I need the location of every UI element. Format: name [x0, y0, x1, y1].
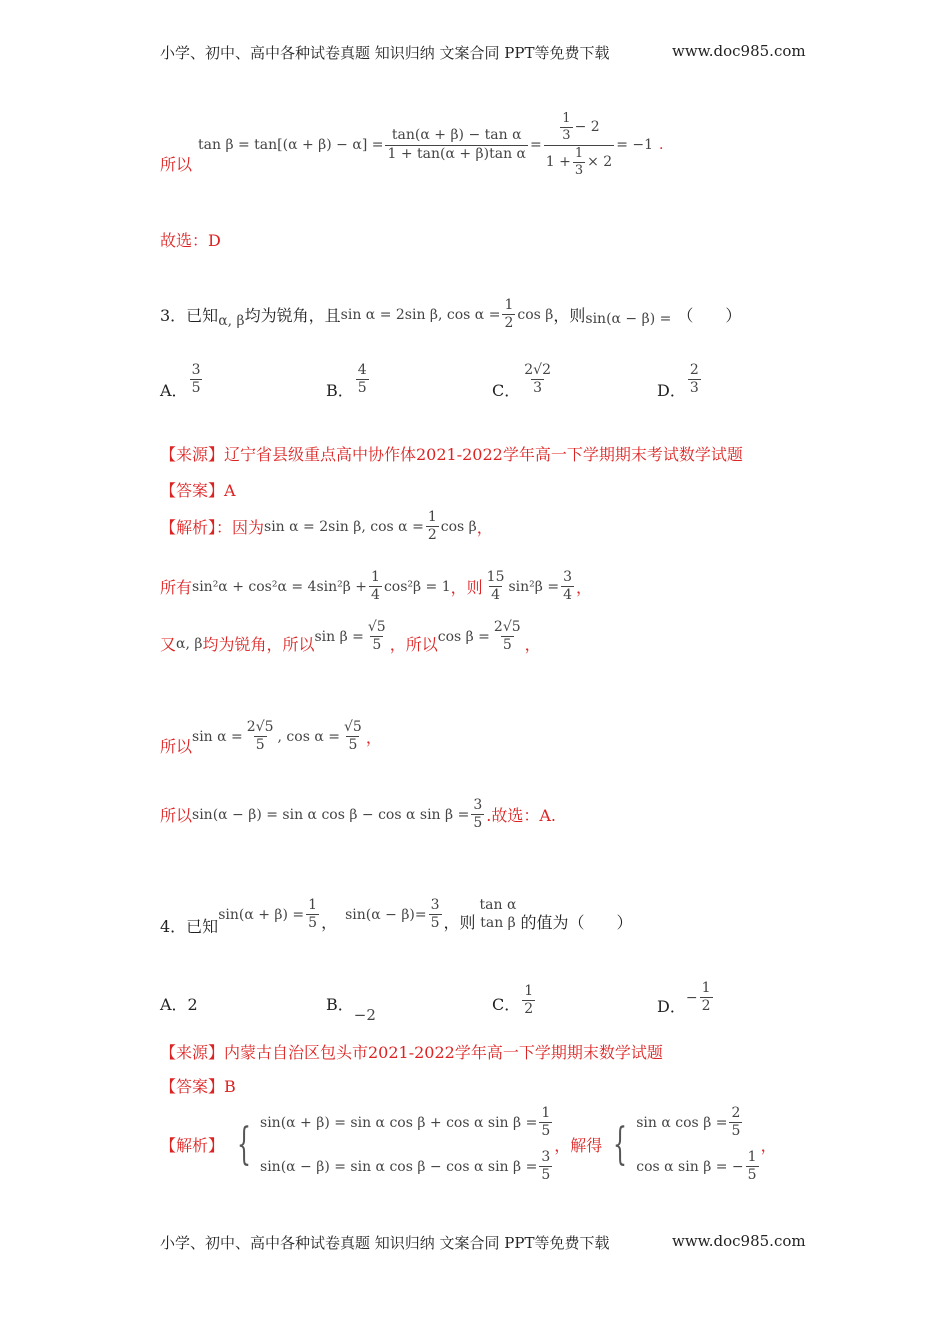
q3-option-a[interactable] — [160, 358, 204, 401]
q3-paren: （ ） — [677, 306, 742, 326]
q3-line2-m1: sin²α + cos²α = 4sin²β + — [192, 578, 368, 595]
q3-line2-b: ，则 — [450, 578, 483, 598]
q4-sys1-ad: 5 — [541, 1123, 551, 1140]
q3-opt-c-d: 3 — [533, 380, 543, 396]
left-brace-icon: { — [237, 1118, 252, 1170]
q4-option-c[interactable] — [492, 984, 537, 1018]
q3-cond — [341, 298, 554, 332]
q4-option-d[interactable] — [657, 978, 715, 1017]
q4-system-2 — [636, 1106, 760, 1184]
q3-t1: 均为锐角，且 — [244, 306, 341, 326]
q4-t2: 的值为（ ） — [520, 913, 633, 932]
q3-opt-c-label: C． — [492, 381, 521, 400]
q3-analysis-line5 — [160, 798, 556, 832]
q3-analysis-line4 — [160, 716, 382, 757]
q4-sys1-bn: 3 — [541, 1148, 551, 1165]
q3-ana1-math: sin α = 2sin β, cos α = — [264, 518, 424, 535]
q4-source: 【来源】内蒙古自治区包头市2021-2022学年高一下学期期末数学试题 — [160, 1043, 663, 1062]
q3-line5-n: 3 — [473, 797, 483, 813]
q3-opt-c-n: 2√2 — [524, 361, 551, 378]
q3-ana1-d: 2 — [427, 527, 437, 544]
q3-t2: ，则 — [553, 306, 586, 326]
prev-choose: 故选：D — [160, 231, 221, 250]
q3-opt-a-d: 5 — [191, 380, 201, 396]
q3-stem — [160, 298, 741, 332]
prev-eq-lhs: tan β = tan[(α + β) − α] = — [198, 137, 384, 154]
q3-line4-comma: ， — [365, 728, 382, 747]
prev-f-den-d: × 2 — [587, 153, 613, 170]
q3-line3-m2: cos β = — [437, 628, 490, 645]
q3-line3-comma: ， — [524, 635, 541, 654]
q3-line5-d: 5 — [473, 815, 483, 832]
q3-opt-b-n: 4 — [357, 361, 367, 378]
q3-line4-m1: sin α = — [192, 728, 243, 745]
q4-n1: 1 — [308, 896, 318, 913]
q3-cond-text: sin α = 2sin β, cos α = — [340, 306, 501, 323]
q3-option-b[interactable] — [326, 358, 371, 401]
prev-period: . — [659, 137, 664, 154]
left-brace-icon-2: { — [613, 1118, 628, 1170]
q4-jiede: ，解得 — [554, 1136, 603, 1156]
q4-sys2-b: cos α sin β = − — [636, 1158, 744, 1175]
q3-line5-m: sin(α − β) = sin α cos β − cos α sin β = — [192, 806, 470, 823]
q4-sep: ， — [321, 913, 338, 932]
prev-eq-result: = −1 — [616, 137, 654, 154]
q4-answer: 【答案】B — [160, 1077, 236, 1096]
prev-f-num-b: 3 — [562, 128, 571, 144]
q3-analysis-line1 — [160, 510, 493, 544]
q4-opt-c-n: 1 — [524, 983, 534, 999]
prev-eq-num: tan(α + β) − tan α — [391, 127, 522, 144]
q3-line3-c: ，所以 — [389, 635, 438, 654]
q3-option-d[interactable] — [657, 358, 703, 401]
header-text: 小学、初中、高中各种试卷真题 知识归纳 文案合同 PPT等免费下载 — [160, 44, 610, 62]
q4-opt-d-d: 2 — [701, 998, 711, 1014]
q3-line3-d1: 5 — [372, 637, 382, 653]
q4-sys2-bn: 1 — [747, 1148, 757, 1165]
q3-line5-b: .故选：A. — [486, 806, 556, 826]
q3-opt-b-label: B． — [326, 381, 354, 400]
q4-sys2-bd: 5 — [747, 1167, 757, 1184]
q4-sys1-b: sin(α − β) = sin α cos β − cos α sin β = — [260, 1158, 538, 1175]
q3-opt-a-n: 3 — [191, 361, 201, 378]
q3-opt-a-label: A． — [160, 381, 188, 400]
q4-num: 4．已知 — [160, 917, 219, 936]
q4-tail: ， — [760, 1136, 777, 1156]
q4-opt-c-d: 2 — [524, 1001, 534, 1018]
q4-option-b[interactable] — [326, 992, 376, 1024]
q3-line2-d2: 4 — [491, 587, 501, 604]
q4-ana-label: 【解析】 — [160, 1136, 225, 1156]
q3-line2-d3: 4 — [563, 587, 572, 604]
q4-n2: 3 — [430, 896, 440, 913]
q3-line3-vars: α, β — [176, 635, 203, 652]
q3-num: 3．已知 — [160, 306, 219, 326]
q4-opt-d-label: D． — [657, 997, 686, 1016]
q3-line3-d2: 5 — [502, 637, 512, 653]
q3-line2-a: 所有 — [160, 578, 193, 598]
q3-line4-n2: √5 — [343, 718, 362, 735]
header-url: www.doc985.com — [672, 42, 806, 60]
q4-sys1-bd: 5 — [541, 1167, 551, 1184]
q4-sys2-ad: 5 — [731, 1123, 741, 1140]
q3-opt-b-d: 5 — [357, 380, 367, 396]
q4-system-1 — [260, 1106, 554, 1184]
q4-sys2-an: 2 — [731, 1105, 741, 1121]
q3-line3-a: 又 — [160, 635, 177, 654]
q3-line4-m2: , cos α = — [277, 728, 340, 745]
q3-line2-m3: sin²β = — [508, 578, 560, 595]
q3-line3-m1: sin β = — [314, 628, 364, 645]
q4-option-a[interactable]: A．2 — [160, 995, 198, 1014]
q3-vars: α, β — [218, 312, 245, 329]
q3-opt-d-n: 2 — [689, 361, 699, 378]
q3-ana1-comma: ， — [476, 518, 493, 538]
q4-d2: 5 — [430, 915, 440, 931]
q3-line4-d1: 5 — [255, 737, 265, 753]
q4-opt-b-val: −2 — [353, 1006, 376, 1024]
footer-text: 小学、初中、高中各种试卷真题 知识归纳 文案合同 PPT等免费下载 — [160, 1234, 610, 1252]
q4-m1: sin(α + β) = — [218, 906, 305, 923]
q3-ask: sin(α − β) = — [585, 310, 672, 327]
prev-f-den-a: 1 + — [545, 153, 571, 170]
q3-line2-m2: cos²β = 1 — [383, 578, 451, 595]
prev-f-den-c: 3 — [574, 162, 584, 178]
q4-opt-d-n: 1 — [701, 979, 711, 996]
q4-opt-c-label: C． — [492, 995, 521, 1015]
q4-fd: tan β — [480, 914, 516, 931]
q4-t1: ，则 — [443, 913, 476, 932]
q4-opt-b-label: B． — [326, 995, 354, 1014]
q3-line4-d2: 5 — [348, 737, 358, 753]
q3-line5-a: 所以 — [160, 806, 193, 826]
q3-opt-d-label: D． — [657, 381, 686, 400]
q3-line2-comma: ， — [575, 578, 592, 598]
q4-opt-d-sign: − — [685, 989, 698, 1006]
q4-analysis — [160, 1106, 777, 1184]
q4-m2: sin(α − β)= — [345, 906, 427, 923]
q3-line3-n1: √5 — [367, 618, 386, 635]
q3-analysis-line2 — [160, 570, 592, 604]
q3-answer: 【答案】A — [160, 481, 236, 500]
q4-fn: tan α — [479, 897, 517, 914]
prev-eq-den: 1 + tan(α + β)tan α — [387, 145, 526, 162]
q3-ana1-tail: cos β — [440, 518, 477, 535]
q3-ana-label: 【解析】：因为 — [160, 518, 265, 538]
prev-equation — [198, 112, 663, 178]
q4-sys1-an: 1 — [541, 1105, 551, 1121]
prev-f-den-b: 1 — [574, 145, 584, 161]
q3-analysis-line3 — [160, 618, 541, 655]
q3-half-n: 1 — [504, 297, 514, 313]
prev-suoyi: 所以 — [160, 154, 193, 174]
q3-option-c[interactable] — [492, 358, 555, 401]
q3-line2-d1: 4 — [371, 587, 380, 604]
q4-d1: 5 — [308, 915, 318, 931]
q3-opt-d-d: 3 — [689, 380, 699, 396]
q3-line2-n1: 1 — [371, 569, 380, 585]
q4-sys2-a: sin α cos β = — [636, 1114, 728, 1131]
q3-source: 【来源】辽宁省县级重点高中协作体2021-2022学年高一下学期期末考试数学试题 — [160, 445, 743, 464]
q3-ana1-n: 1 — [427, 509, 437, 525]
prev-f-num-c: − 2 — [574, 119, 600, 136]
q4-sys1-a: sin(α + β) = sin α cos β + cos α sin β = — [260, 1114, 538, 1131]
q4-stem — [160, 892, 632, 937]
q3-cond2: cos β — [517, 306, 554, 323]
q3-line4-a: 所以 — [160, 737, 193, 756]
prev-equation-line — [160, 112, 663, 178]
q3-line3-n2: 2√5 — [493, 618, 521, 635]
q3-line3-b: 均为锐角，所以 — [202, 635, 315, 654]
q3-line4-n1: 2√5 — [246, 718, 274, 735]
q3-half-d: 2 — [504, 315, 514, 332]
prev-eq-eq: = — [530, 137, 542, 154]
q3-line2-n3: 3 — [563, 569, 572, 585]
prev-f-num-a: 1 — [562, 111, 571, 126]
footer-url: www.doc985.com — [672, 1232, 806, 1250]
q3-line2-n2: 15 — [486, 569, 505, 585]
